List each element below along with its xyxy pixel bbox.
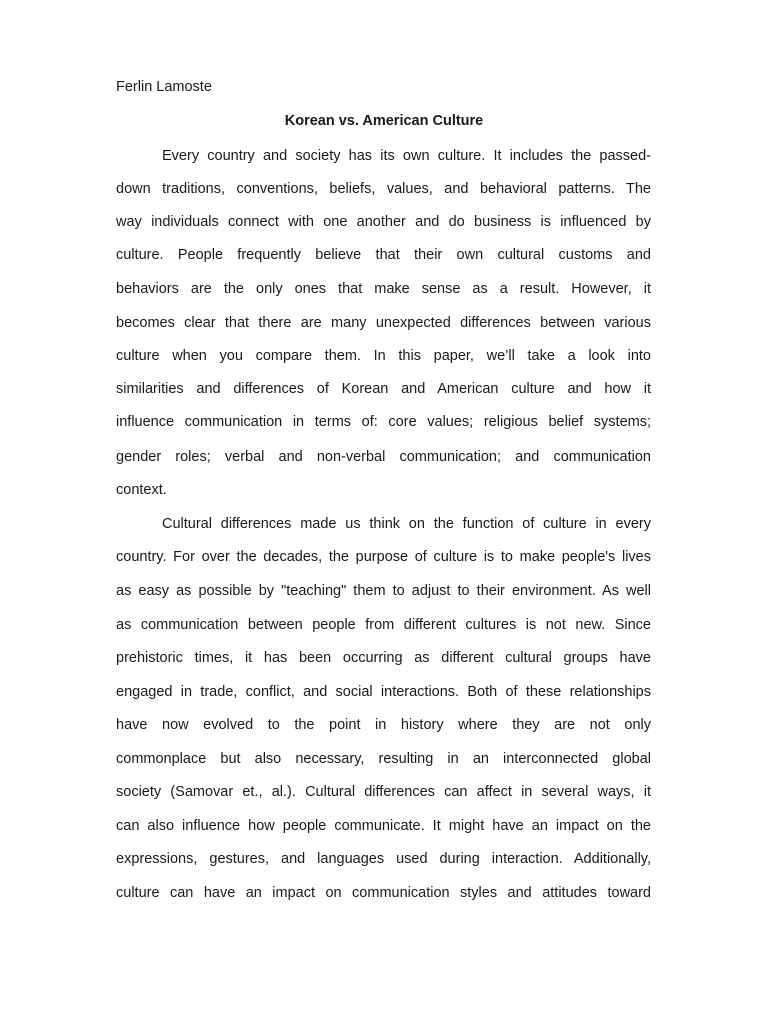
paragraph-2-line-10: can also influence how people communicate. It might have an impact on the xyxy=(116,818,651,834)
paragraph-1-line-4: culture. People frequently believe that their own cultural customs and xyxy=(116,247,651,263)
paragraph-2-line-9: society (Samovar et., al.). Cultural differences can affect in several ways, it xyxy=(116,784,651,800)
paragraph-2-line-12: culture can have an impact on communication styles and attitudes toward xyxy=(116,885,651,901)
paragraph-2-line-3: as easy as possible by "teaching" them to adjust to their environment. As well xyxy=(116,583,651,599)
paragraph-2-line-8: commonplace but also necessary, resulting in an interconnected global xyxy=(116,751,651,767)
paragraph-2-line-1: Cultural differences made us think on the function of culture in every xyxy=(162,516,651,532)
paragraph-1-line-6: becomes clear that there are many unexpected differences between various xyxy=(116,315,651,331)
paragraph-1-line-3: way individuals connect with one another and do business is influenced by xyxy=(116,214,651,230)
paragraph-1-line-7: culture when you compare them. In this paper, we’ll take a look into xyxy=(116,348,651,364)
paragraph-2-line-6: engaged in trade, conflict, and social interactions. Both of these relationships xyxy=(116,684,651,700)
paragraph-1-line-9: influence communication in terms of: core values; religious belief systems; xyxy=(116,414,651,430)
paragraph-1-line-5: behaviors are the only ones that make sense as a result. However, it xyxy=(116,281,651,297)
paragraph-1-line-8: similarities and differences of Korean and American culture and how it xyxy=(116,381,651,397)
paragraph-1-line-10: gender roles; verbal and non-verbal communication; and communication xyxy=(116,449,651,465)
paragraph-1-line-1: Every country and society has its own culture. It includes the passed- xyxy=(162,148,651,164)
paragraph-1-line-2: down traditions, conventions, beliefs, values, and behavioral patterns. The xyxy=(116,181,651,197)
document-title: Korean vs. American Culture xyxy=(284,113,484,129)
paragraph-2-line-5: prehistoric times, it has been occurring as different cultural groups have xyxy=(116,650,651,666)
paragraph-2-line-4: as communication between people from different cultures is not new. Since xyxy=(116,617,651,633)
paragraph-2-line-11: expressions, gestures, and languages used during interaction. Additionally, xyxy=(116,851,651,867)
paragraph-2-line-2: country. For over the decades, the purpose of culture is to make people's lives xyxy=(116,549,651,565)
paragraph-2-line-7: have now evolved to the point in history where they are not only xyxy=(116,717,651,733)
author-name: Ferlin Lamoste xyxy=(116,79,212,95)
paragraph-1-line-11: context. xyxy=(116,482,167,498)
